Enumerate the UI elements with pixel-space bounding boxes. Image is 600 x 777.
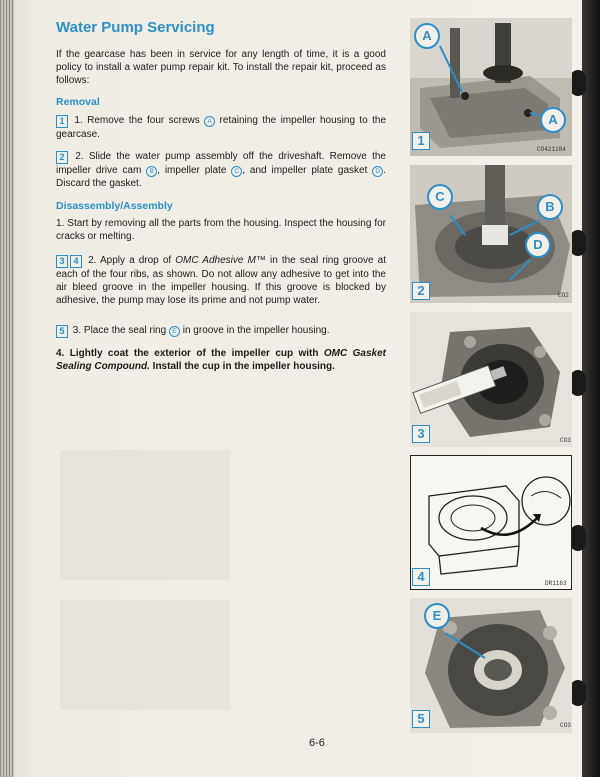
bleed-through	[60, 450, 230, 580]
figure-callout: A	[414, 23, 440, 49]
step-text: , impeller plate	[157, 165, 227, 176]
step-text: 4. Lightly coat the exterior of the impeller cup with	[56, 348, 319, 359]
figure-callout: A	[540, 107, 566, 133]
disassembly-step-4	[56, 347, 386, 373]
bleed-through	[60, 600, 230, 710]
page-tab-mark	[570, 230, 586, 256]
step-text: 2. Apply a drop of	[88, 255, 172, 266]
fig-ref-box: 4	[70, 255, 82, 268]
figure-code: DR1163	[545, 580, 567, 587]
disassembly-step-3	[56, 324, 386, 338]
intro-paragraph: If the gearcase has been in service for any length of time, it is a good policy to install a water pump repair kit. To install the repair kit, proceed as follows:	[56, 49, 386, 87]
callout-ref: C	[231, 166, 242, 177]
callout-ref: D	[372, 166, 383, 177]
figure-1-label: 1	[412, 132, 430, 150]
removal-heading: Removal	[56, 96, 100, 108]
figure-callout: B	[537, 194, 563, 220]
fig-ref-box: 3	[56, 255, 68, 268]
callout-ref: E	[169, 326, 180, 337]
figure-callout: E	[424, 603, 450, 629]
disassembly-heading: Disassembly/Assembly	[56, 200, 173, 212]
figure-4-label: 4	[412, 568, 430, 586]
figure-code: CO3	[560, 437, 571, 444]
product-name: OMC Adhesive M™	[175, 255, 266, 266]
step-text: 2. Slide the water pump assembly off the driveshaft. Remove the impeller drive cam	[56, 151, 386, 176]
figure-5-label: 5	[412, 710, 430, 728]
step-text: Install the cup in the impeller housing.	[152, 361, 335, 373]
figure-callout: D	[525, 232, 551, 258]
figure-3-photo	[410, 312, 572, 447]
page-tab-mark	[570, 70, 586, 96]
page-tab-mark	[570, 370, 586, 396]
figure-code: CO2	[558, 292, 569, 299]
product-name: OMC Gasket Sealing Compound.	[56, 348, 386, 373]
book-spine	[0, 0, 14, 777]
step-text: . Discard the gasket.	[56, 165, 387, 190]
page-number: 6-6	[309, 737, 325, 749]
step-text: in groove in the impeller housing.	[182, 325, 330, 336]
page-tab-mark	[570, 680, 586, 706]
disassembly-step-2	[56, 254, 386, 308]
disassembly-step-1: 1. Start by removing all the parts from the housing. Inspect the housing for cracks or melting.	[56, 218, 386, 243]
callout-ref: A	[204, 116, 215, 127]
figure-callout: C	[427, 184, 453, 210]
figure-3-label: 3	[412, 425, 430, 443]
page-tab-mark	[570, 525, 586, 551]
figure-4-drawing	[410, 455, 572, 590]
step-text: 1. Remove the four screws	[74, 115, 200, 126]
removal-step-2	[56, 150, 386, 190]
removal-step-1	[56, 114, 386, 141]
step-text: in the seal ring groove at each of the four ribs, as shown. Do not allow any adhesive to get into the air bleed groove in the impeller housing. If this groove is blocked by adhesive, the pump may lose its prime and not pump water.	[56, 255, 387, 307]
figure-2-label: 2	[412, 282, 430, 300]
figure-code: CO3	[560, 722, 571, 729]
fig-ref-box: 2	[56, 151, 68, 164]
fig-ref-box: 5	[56, 325, 68, 338]
figure-code: CO421184	[537, 146, 566, 153]
step-text: , and impeller plate gasket	[242, 165, 368, 176]
callout-ref: B	[146, 166, 157, 177]
fig-ref-box: 1	[56, 115, 68, 128]
step-text: retaining the impeller housing to the gearcase.	[56, 115, 387, 140]
step-text: 3. Place the seal ring	[72, 325, 167, 336]
page-title: Water Pump Servicing	[56, 19, 215, 36]
